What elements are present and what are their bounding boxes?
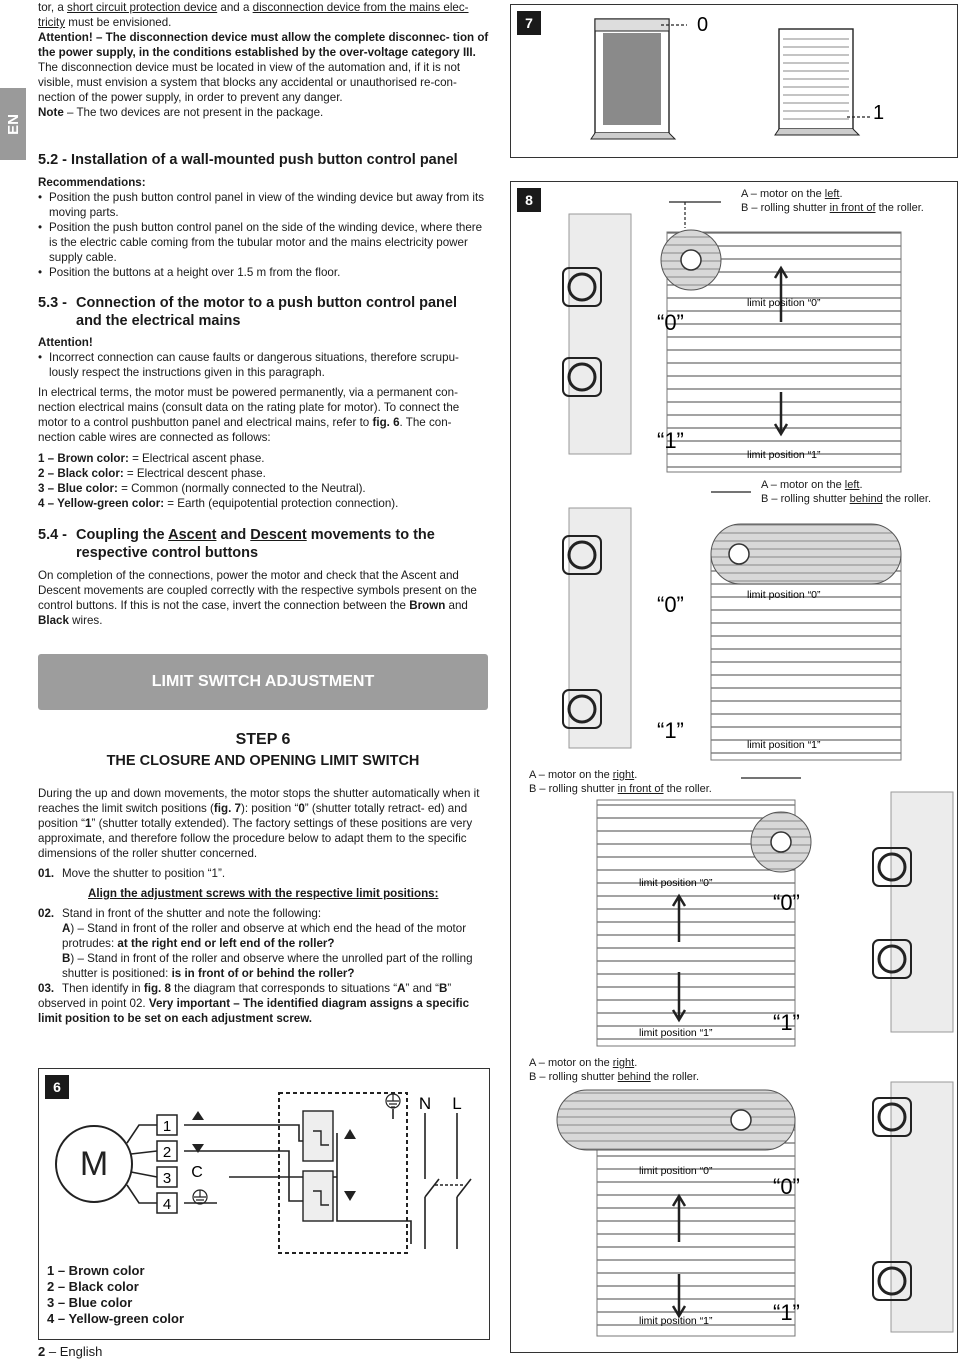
align-instruction: Align the adjustment screws with the respective limit positions: xyxy=(88,887,439,900)
position-0-label: 0 xyxy=(697,14,709,36)
attention-disconnection: Attention! – The disconnection device must allow the complete disconnec- tion of the power supply, in the conditions established by the over-voltage category III. xyxy=(38,31,489,59)
control-panel-strip xyxy=(891,792,953,1032)
step-02: 02. Stand in front of the shutter and note the following: xyxy=(38,907,322,920)
terminal-1: 1 xyxy=(162,1118,172,1135)
shutter-rolled-up xyxy=(595,19,669,31)
legend-item: 1 – Brown color xyxy=(47,1263,145,1278)
big-label-0: “0” xyxy=(773,1174,800,1199)
section-5-2-title: 5.2 - Installation of a wall-mounted push button control panel xyxy=(38,152,458,168)
limit-label-1: limit position “1” xyxy=(639,1027,713,1039)
caption-diagram-d: A – motor on the right. B – rolling shutter behind the roller. xyxy=(529,1057,700,1083)
note: Note – The two devices are not present in the package. xyxy=(38,106,324,119)
motor-head xyxy=(729,544,749,564)
position-1-label: 1 xyxy=(873,102,885,124)
page-number: 2 xyxy=(38,1344,46,1359)
disconnection-link: disconnection device from the mains elec- xyxy=(252,1,469,14)
caption-diagram-c: A – motor on the right. B – rolling shutter in front of the roller. xyxy=(529,769,712,795)
recommendations-label: Recommendations: xyxy=(38,176,146,189)
limit-label-0: limit position “0” xyxy=(747,297,821,309)
step-body xyxy=(38,786,490,1026)
recommendations-list xyxy=(38,190,490,280)
wire-item: 4 – Yellow-green color: = Earth (equipotential protection connection). xyxy=(38,497,399,510)
attention-list xyxy=(38,350,490,380)
figure-number: 7 xyxy=(517,11,541,35)
earth-icon-mains xyxy=(386,1094,400,1108)
wire-item: 3 – Blue color: = Common (normally connected to the Neutral). xyxy=(38,482,366,495)
wire-item: 1 – Brown color: = Electrical ascent phase. xyxy=(38,452,265,465)
limit-switch-banner: LIMIT SWITCH ADJUSTMENT xyxy=(38,654,488,710)
diagram-b xyxy=(563,492,901,760)
button-up xyxy=(303,1111,333,1161)
big-label-1: “1” xyxy=(773,1010,800,1035)
limit-switch-diagrams xyxy=(511,182,957,1352)
page-footer xyxy=(38,1344,102,1359)
coupling-paragraph: On completion of the connections, power the motor and check that the Ascent and Descent movements are coupled correctly with the respective symbols present on the control buttons. If this is not the case, invert the connection between the Brown and Black wires. xyxy=(38,569,477,627)
caption-diagram-b: A – motor on the left. B – rolling shutter behind the roller. xyxy=(761,479,932,505)
neutral-label: N xyxy=(418,1094,432,1113)
legend-item: 3 – Blue color xyxy=(47,1295,133,1310)
step-02-a: A) – Stand in front of the roller and observe at which end the head of the motor protrudes: at the right end or left end of the roller? xyxy=(62,922,467,950)
big-label-1: “1” xyxy=(657,428,684,453)
window-glass xyxy=(603,33,661,125)
figure-number: 6 xyxy=(45,1075,69,1099)
shutter-curtain xyxy=(711,554,901,760)
intro-line: tor, a short circuit protection device and a disconnection device from the mains elec- tricity must be envisioned. xyxy=(38,1,469,29)
wire-list xyxy=(38,451,490,511)
live-label: L xyxy=(452,1094,462,1113)
wire-item: 2 – Black color: = Electrical descent phase. xyxy=(38,467,266,480)
wire-lines xyxy=(127,1109,471,1249)
limit-label-0: limit position “0” xyxy=(639,877,713,889)
push-button-panel xyxy=(279,1093,407,1253)
big-label-0: “0” xyxy=(657,310,684,335)
arrow-down-icon xyxy=(344,1191,356,1201)
list-item: • Incorrect connection can cause faults or dangerous situations, therefore scrupu- lously respect the instructions given in this paragraph. xyxy=(38,350,490,380)
figure-7 xyxy=(510,4,958,158)
section-5-3 xyxy=(38,294,490,511)
figure-8 xyxy=(510,181,958,1353)
section-5-3-title: 5.3 - Connection of the motor to a push button control panel and the electrical mains xyxy=(38,295,457,329)
terminal-2: 2 xyxy=(162,1144,172,1161)
wiring-diagram xyxy=(39,1069,489,1259)
footer-language: – English xyxy=(45,1344,103,1359)
section-5-4-title: 5.4 - Coupling the Ascent and Descent movements to the respective control buttons xyxy=(38,527,435,561)
intro-section xyxy=(38,0,490,120)
shutter-positions-illustration xyxy=(511,5,957,157)
section-5-4 xyxy=(38,526,490,628)
caption-diagram-a: A – motor on the left. B – rolling shutter in front of the roller. xyxy=(741,188,924,214)
big-label-1: “1” xyxy=(657,718,684,743)
diagram-d xyxy=(557,1082,953,1336)
limit-label-1: limit position “1” xyxy=(747,739,821,751)
step-03: 03. Then identify in fig. 8 the diagram that corresponds to situations “A” and “B” observed in point 02. Very important – The identified diagram assigns a specific limit position to be set on each adjustment screw. xyxy=(38,982,470,1025)
shutter-curtain xyxy=(597,1118,795,1336)
section-5-2 xyxy=(38,151,490,280)
control-panel-strip xyxy=(891,1082,953,1332)
figure-number: 8 xyxy=(517,188,541,212)
limit-label-0: limit position “0” xyxy=(747,589,821,601)
step-intro-paragraph: During the up and down movements, the motor stops the shutter automatically when it reaches the limit switch positions (fig. 7): position “0” (shutter totally retract- ed) and position “1” (shutter totally extended). The factory settings of these positions are very approximate, and therefore follow the procedure below to adapt them to the specific dimensions of the roller shutter concerned. xyxy=(38,787,480,860)
ascent-arrow-icon xyxy=(192,1111,204,1120)
control-panel-strip xyxy=(569,214,631,454)
motor-head xyxy=(771,832,791,852)
diagram-a xyxy=(563,202,901,472)
terminal-4: 4 xyxy=(162,1196,172,1213)
earth-icon xyxy=(193,1190,207,1204)
motor-head xyxy=(681,250,701,270)
disconnection-paragraph: The disconnection device must be located in view of the automation and, if it is not visible, must envision a system that blocks any accidental or unauthorised re-con- nection of the power supply, in order to prevent any danger. xyxy=(38,61,461,104)
step-02-b: B) – Stand in front of the roller and observe where the unrolled part of the rolling shutter is positioned: is in front of or behind the roller? xyxy=(62,952,473,980)
short-circuit-link: short circuit protection device xyxy=(67,1,218,14)
list-item: • Position the push button control panel in view of the winding device but away from its moving parts. xyxy=(38,190,490,220)
step-subtitle: THE CLOSURE AND OPENING LIMIT SWITCH xyxy=(106,753,420,769)
arrow-up-icon xyxy=(344,1129,356,1139)
legend-item: 2 – Black color xyxy=(47,1279,139,1294)
language-tab: EN xyxy=(0,88,26,160)
list-item: • Position the push button control panel on the side of the winding device, where there is the electric cable coming from the tubular motor and the mains electricity power supply cable. xyxy=(38,220,490,265)
big-label-0: “0” xyxy=(773,890,800,915)
step-title: STEP 6 xyxy=(235,731,291,748)
connection-paragraph: In electrical terms, the motor must be powered permanently, via a permanent con- nection electrical mains (consult data on the rating plate for motor). To connect the motor to a control pushbutton panel and electrical mains, refer to fig. 6. The con- nection cable wires are connected as follows: xyxy=(38,386,460,444)
list-item: • Position the buttons at a height over 1.5 m from the floor. xyxy=(38,265,490,280)
big-label-1: “1” xyxy=(773,1300,800,1325)
big-label-0: “0” xyxy=(657,592,684,617)
limit-label-1: limit position “1” xyxy=(747,449,821,461)
motor-label: M xyxy=(79,1145,109,1183)
attention-label: Attention! xyxy=(38,336,93,349)
limit-label-1: limit position “1” xyxy=(639,1315,713,1327)
motor-head xyxy=(731,1110,751,1130)
roller xyxy=(557,1090,795,1150)
diagram-c xyxy=(597,778,953,1046)
common-label: C xyxy=(191,1164,203,1181)
button-down xyxy=(303,1171,333,1221)
limit-label-0: limit position “0” xyxy=(639,1165,713,1177)
legend-item: 4 – Yellow-green color xyxy=(47,1311,185,1326)
step-01: 01. Move the shutter to position “1”. xyxy=(38,867,226,880)
figure-6 xyxy=(38,1068,490,1340)
terminal-3: 3 xyxy=(162,1170,172,1187)
wire-legend xyxy=(47,1263,184,1327)
